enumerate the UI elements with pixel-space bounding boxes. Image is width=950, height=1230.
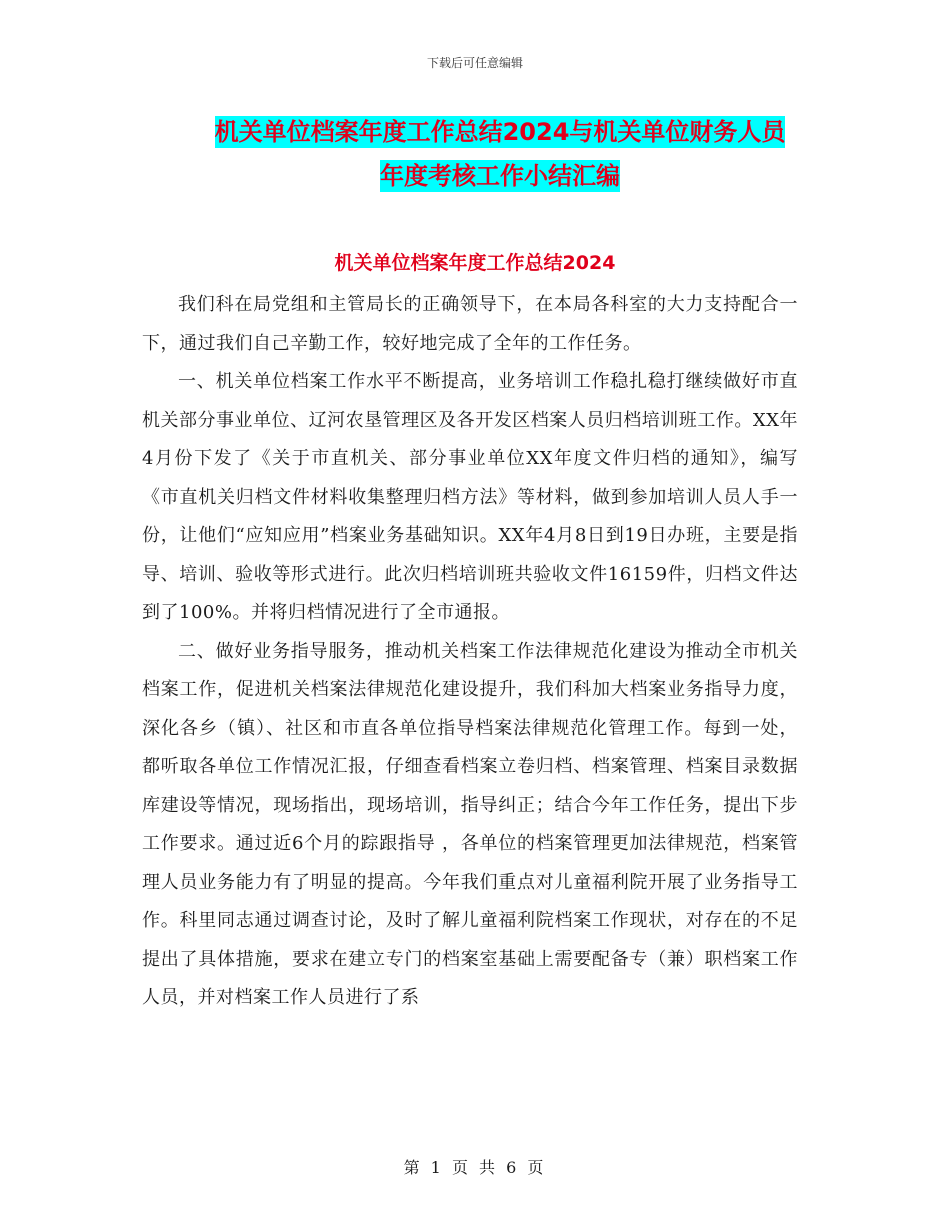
document-title-line-1: 机关单位档案年度工作总结2024与机关单位财务人员 (214, 118, 786, 146)
document-title-line-2: 年度考核工作小结汇编 (380, 162, 620, 190)
document-title (140, 110, 860, 198)
paragraph-intro: 我们科在局党组和主管局长的正确领导下，在本局各科室的大力支持配合一下，通过我们自己辛勤工作，较好地完成了全年的工作任务。 (142, 294, 798, 354)
section-title: 机关单位档案年度工作总结2024 (334, 252, 616, 274)
page-number: 第 1 页 共 6 页 (403, 1158, 547, 1177)
header-note: 下载后可任意编辑 (426, 56, 523, 70)
paragraph-one: 一、机关单位档案工作水平不断提高，业务培训工作稳扎稳打继续做好市直机关部分事业单位、辽河农垦管理区及各开发区档案人员归档培训班工作。XX年4月份下发了《关于市直机关、部分事业单位XX年度文件归档的通知》，编写《市直机关归档文件材料收集整理归档方法》等材料，做到参加培训人员人手一份，让他们“应知应用”档案业务基础知识。XX年4月8日到19日办班，主要是指导、培训、验收等形式进行。此次归档培训班共验收文件16159件，归档文件达到了100%。并将归档情况进行了全市通报。 (142, 371, 798, 623)
paragraph-two: 二、做好业务指导服务，推动机关档案工作法律规范化建设为推动全市机关档案工作，促进机关档案法律规范化建设提升，我们科加大档案业务指导力度，深化各乡（镇）、社区和市直各单位指导档案法律规范化管理工作。每到一处，都听取各单位工作情况汇报，仔细查看档案立卷归档、档案管理、档案目录数据库建设等情况，现场指出，现场培训，指导纠正；结合今年工作任务，提出下步工作要求。通过近6个月的踪跟指导 ，各单位的档案管理更加法律规范，档案管理人员业务能力有了明显的提高。今年我们重点对儿童福利院开展了业务指导工作。科里同志通过调查讨论，及时了解儿童福利院档案工作现状，对存在的不足提出了具体措施，要求在建立专门的档案室基础上需要配备专（兼）职档案工作人员，并对档案工作人员进行了系 (142, 640, 798, 1008)
body-text (142, 286, 798, 1018)
